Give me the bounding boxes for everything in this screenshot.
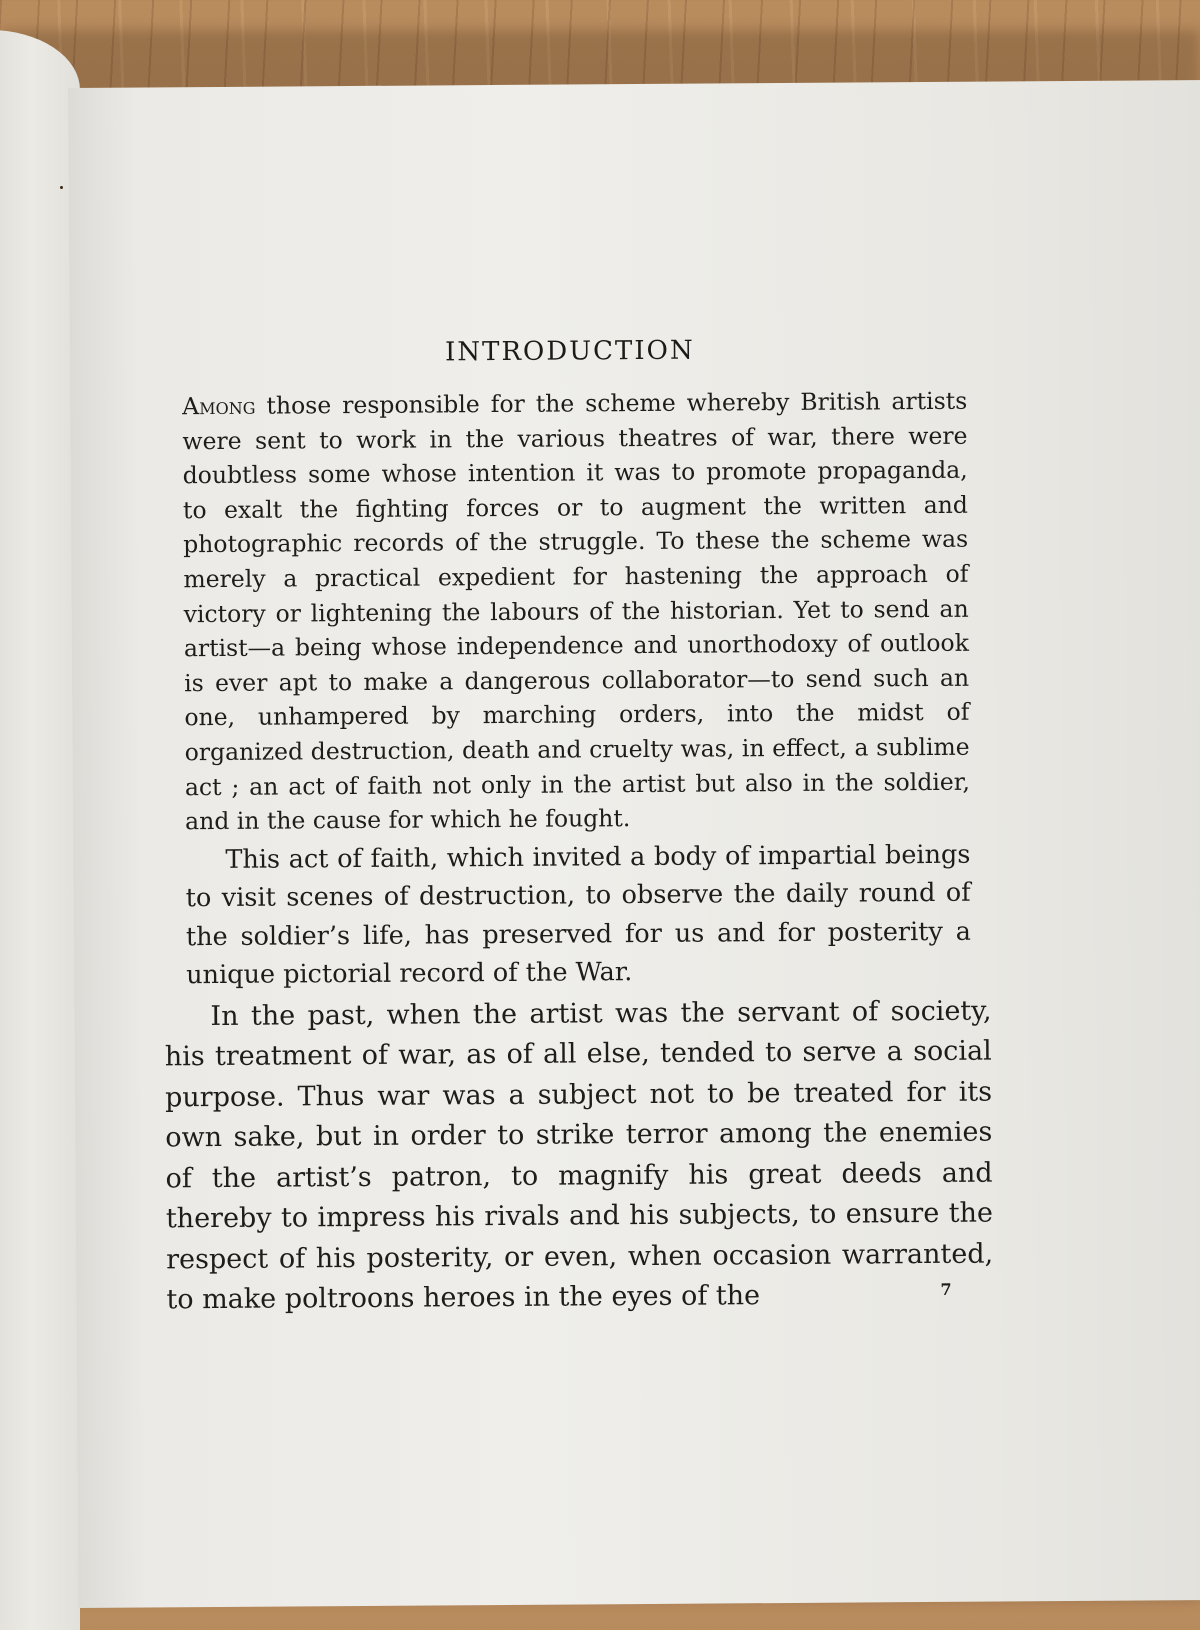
body-text	[164, 384, 994, 1321]
left-page-edge	[0, 30, 80, 1630]
paper-speck	[60, 186, 63, 189]
page-number: 7	[940, 1279, 952, 1299]
opening-word: Among	[182, 391, 256, 421]
book-page	[68, 80, 1200, 1608]
paragraph-1-text: those responsible for the scheme whereby British artists were sent to work in the various theatres of war, there were doubtless some whose intention it was to promote propaganda, to exalt the fighting forces or to augment the written and photographic records of the struggle. To these the scheme was merely a practical expedient for hastening the approach of victory or lightening the labours of the historian. Yet to send an artist—a being whose independence and unorthodoxy of outlook is ever apt to make a dangerous collaborator—to send such an one, unhampered by marching orders, into the midst of organized destruction, death and cruelty was, in effect, a sublime act ; an act of faith not only in the artist but also in the soldier, and in the cause for which he fought.	[182, 386, 970, 836]
paragraph-2: This act of faith, which invited a body of impartial beings to visit scenes of destruction, to observe the daily round of the soldier’s life, has preserved for us and for posterity a unique pictorial record of the War.	[185, 839, 972, 991]
paragraph-3: In the past, when the artist was the servant of society, his treatment of war, as of all else, tended to serve a social purpose. Thus war was a subject not to be treated for its own sake, but in order to strike terror among the enemies of the artist’s patron, to magnify his great deeds and thereby to impress his rivals and his subjects, to ensure the respect of his posterity, or even, when occasion warranted, to make poltroons heroes in the eyes of the	[164, 995, 994, 1316]
chapter-heading: INTRODUCTION	[444, 335, 695, 368]
paragraph-1	[182, 384, 970, 839]
page-content	[68, 80, 1200, 1608]
